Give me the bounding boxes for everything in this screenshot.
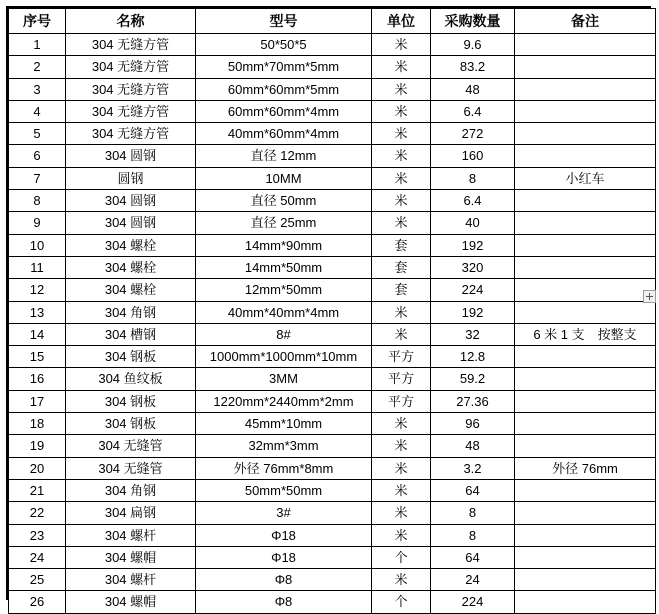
cell-quantity: 6.4 — [431, 190, 515, 212]
cell-model: 14mm*90mm — [196, 234, 372, 256]
cell-model: 10MM — [196, 167, 372, 189]
cell-name: 304 扁钢 — [66, 502, 196, 524]
cell-index: 21 — [9, 479, 66, 501]
column-header-quantity: 采购数量 — [431, 9, 515, 34]
cell-index: 18 — [9, 413, 66, 435]
cell-name: 304 角钢 — [66, 301, 196, 323]
table-row — [9, 279, 656, 301]
table-row — [9, 190, 656, 212]
cell-index: 13 — [9, 301, 66, 323]
cell-quantity: 48 — [431, 78, 515, 100]
cell-model: 40mm*40mm*4mm — [196, 301, 372, 323]
cell-unit: 米 — [372, 145, 431, 167]
table-row — [9, 502, 656, 524]
cell-unit: 米 — [372, 190, 431, 212]
cell-name: 304 无缝管 — [66, 435, 196, 457]
cell-name: 304 螺栓 — [66, 256, 196, 278]
cell-name: 304 圆钢 — [66, 212, 196, 234]
cell-remark — [515, 100, 656, 122]
table-row — [9, 100, 656, 122]
cell-unit: 米 — [372, 123, 431, 145]
cell-name: 304 无缝方管 — [66, 100, 196, 122]
cell-name: 304 无缝方管 — [66, 34, 196, 56]
cell-remark — [515, 591, 656, 613]
cell-index: 26 — [9, 591, 66, 613]
cell-model: 50*50*5 — [196, 34, 372, 56]
cell-unit: 米 — [372, 167, 431, 189]
table-row — [9, 123, 656, 145]
cell-model: Φ8 — [196, 569, 372, 591]
cell-model: 直径 12mm — [196, 145, 372, 167]
cell-quantity: 24 — [431, 569, 515, 591]
cell-quantity: 59.2 — [431, 368, 515, 390]
cell-index: 12 — [9, 279, 66, 301]
cell-name: 304 无缝方管 — [66, 123, 196, 145]
cell-quantity: 8 — [431, 524, 515, 546]
cell-unit: 米 — [372, 301, 431, 323]
cell-model: 32mm*3mm — [196, 435, 372, 457]
cell-index: 9 — [9, 212, 66, 234]
cell-quantity: 192 — [431, 234, 515, 256]
column-header-name: 名称 — [66, 9, 196, 34]
cell-quantity: 8 — [431, 502, 515, 524]
materials-table — [8, 8, 656, 614]
table-row — [9, 56, 656, 78]
cell-name: 304 螺栓 — [66, 234, 196, 256]
cell-model: 60mm*60mm*5mm — [196, 78, 372, 100]
cell-model: 60mm*60mm*4mm — [196, 100, 372, 122]
cell-unit: 米 — [372, 457, 431, 479]
cell-remark — [515, 368, 656, 390]
table-row — [9, 591, 656, 613]
cell-unit: 米 — [372, 212, 431, 234]
table-row — [9, 301, 656, 323]
cell-name: 304 钢板 — [66, 413, 196, 435]
cell-name: 304 螺栓 — [66, 279, 196, 301]
table-row — [9, 524, 656, 546]
cell-quantity: 32 — [431, 323, 515, 345]
cell-model: 直径 50mm — [196, 190, 372, 212]
table-row — [9, 346, 656, 368]
cell-quantity: 192 — [431, 301, 515, 323]
cell-name: 304 螺帽 — [66, 591, 196, 613]
cell-model: Φ18 — [196, 524, 372, 546]
cell-index: 17 — [9, 390, 66, 412]
column-header-model: 型号 — [196, 9, 372, 34]
cell-remark — [515, 524, 656, 546]
cell-remark — [515, 546, 656, 568]
cell-index: 7 — [9, 167, 66, 189]
cell-model: 3MM — [196, 368, 372, 390]
cell-unit: 套 — [372, 279, 431, 301]
table-body — [9, 34, 656, 614]
cell-remark — [515, 56, 656, 78]
cell-index: 4 — [9, 100, 66, 122]
cell-name: 304 角钢 — [66, 479, 196, 501]
cell-model: 8# — [196, 323, 372, 345]
cell-remark — [515, 390, 656, 412]
table-row — [9, 435, 656, 457]
cell-name: 304 螺杆 — [66, 569, 196, 591]
cell-remark — [515, 346, 656, 368]
column-header-remark: 备注 — [515, 9, 656, 34]
cell-unit: 米 — [372, 78, 431, 100]
cell-index: 2 — [9, 56, 66, 78]
expand-plus-icon[interactable] — [643, 290, 656, 303]
cell-unit: 米 — [372, 502, 431, 524]
column-header-index: 序号 — [9, 9, 66, 34]
table-row — [9, 234, 656, 256]
cell-remark — [515, 190, 656, 212]
cell-model: 3# — [196, 502, 372, 524]
cell-model: 12mm*50mm — [196, 279, 372, 301]
table-row — [9, 78, 656, 100]
cell-quantity: 8 — [431, 167, 515, 189]
cell-unit: 平方 — [372, 390, 431, 412]
table-row — [9, 323, 656, 345]
cell-index: 24 — [9, 546, 66, 568]
cell-remark: 外径 76mm — [515, 457, 656, 479]
cell-quantity: 6.4 — [431, 100, 515, 122]
cell-unit: 米 — [372, 413, 431, 435]
cell-unit: 米 — [372, 34, 431, 56]
cell-index: 23 — [9, 524, 66, 546]
table-row — [9, 167, 656, 189]
cell-model: Φ8 — [196, 591, 372, 613]
table-header — [9, 9, 656, 34]
cell-remark — [515, 413, 656, 435]
cell-unit: 个 — [372, 546, 431, 568]
table-row — [9, 145, 656, 167]
cell-quantity: 27.36 — [431, 390, 515, 412]
cell-name: 304 钢板 — [66, 346, 196, 368]
cell-quantity: 160 — [431, 145, 515, 167]
cell-unit: 米 — [372, 569, 431, 591]
cell-unit: 平方 — [372, 346, 431, 368]
cell-name: 304 钢板 — [66, 390, 196, 412]
table-row — [9, 256, 656, 278]
cell-model: 14mm*50mm — [196, 256, 372, 278]
cell-unit: 平方 — [372, 368, 431, 390]
cell-quantity: 224 — [431, 279, 515, 301]
cell-remark — [515, 123, 656, 145]
cell-remark — [515, 479, 656, 501]
cell-remark — [515, 502, 656, 524]
cell-model: 外径 76mm*8mm — [196, 457, 372, 479]
table-row — [9, 212, 656, 234]
cell-model: 50mm*70mm*5mm — [196, 56, 372, 78]
table-row — [9, 546, 656, 568]
cell-name: 304 槽钢 — [66, 323, 196, 345]
cell-model: 1000mm*1000mm*10mm — [196, 346, 372, 368]
table-row — [9, 390, 656, 412]
cell-unit: 米 — [372, 323, 431, 345]
cell-index: 25 — [9, 569, 66, 591]
cell-unit: 个 — [372, 591, 431, 613]
cell-quantity: 272 — [431, 123, 515, 145]
cell-name: 304 无缝管 — [66, 457, 196, 479]
cell-unit: 米 — [372, 524, 431, 546]
cell-unit: 米 — [372, 435, 431, 457]
header-row — [9, 9, 656, 34]
cell-quantity: 96 — [431, 413, 515, 435]
cell-remark — [515, 301, 656, 323]
cell-quantity: 40 — [431, 212, 515, 234]
cell-index: 14 — [9, 323, 66, 345]
column-header-unit: 单位 — [372, 9, 431, 34]
cell-remark — [515, 435, 656, 457]
cell-remark — [515, 212, 656, 234]
cell-index: 8 — [9, 190, 66, 212]
cell-quantity: 224 — [431, 591, 515, 613]
cell-remark — [515, 234, 656, 256]
cell-remark — [515, 34, 656, 56]
cell-index: 3 — [9, 78, 66, 100]
cell-name: 304 无缝方管 — [66, 56, 196, 78]
cell-unit: 套 — [372, 234, 431, 256]
table-row — [9, 457, 656, 479]
cell-quantity: 83.2 — [431, 56, 515, 78]
cell-index: 6 — [9, 145, 66, 167]
cell-index: 10 — [9, 234, 66, 256]
cell-index: 20 — [9, 457, 66, 479]
cell-index: 15 — [9, 346, 66, 368]
cell-remark — [515, 569, 656, 591]
cell-index: 11 — [9, 256, 66, 278]
table-row — [9, 34, 656, 56]
table-row — [9, 479, 656, 501]
materials-table-frame — [6, 6, 651, 610]
cell-quantity: 48 — [431, 435, 515, 457]
cell-quantity: 64 — [431, 479, 515, 501]
cell-index: 1 — [9, 34, 66, 56]
cell-name: 304 鱼纹板 — [66, 368, 196, 390]
cell-quantity: 64 — [431, 546, 515, 568]
cell-remark — [515, 256, 656, 278]
cell-name: 304 圆钢 — [66, 190, 196, 212]
cell-model: 1220mm*2440mm*2mm — [196, 390, 372, 412]
cell-model: 40mm*60mm*4mm — [196, 123, 372, 145]
cell-model: Φ18 — [196, 546, 372, 568]
cell-name: 304 无缝方管 — [66, 78, 196, 100]
cell-remark: 6 米 1 支 按整支 — [515, 323, 656, 345]
cell-model: 50mm*50mm — [196, 479, 372, 501]
cell-index: 5 — [9, 123, 66, 145]
cell-model: 45mm*10mm — [196, 413, 372, 435]
cell-name: 304 圆钢 — [66, 145, 196, 167]
cell-quantity: 3.2 — [431, 457, 515, 479]
cell-unit: 套 — [372, 256, 431, 278]
cell-unit: 米 — [372, 100, 431, 122]
cell-quantity: 12.8 — [431, 346, 515, 368]
cell-name: 304 螺杆 — [66, 524, 196, 546]
cell-remark — [515, 279, 656, 301]
cell-remark — [515, 78, 656, 100]
cell-unit: 米 — [372, 479, 431, 501]
cell-name: 圆钢 — [66, 167, 196, 189]
cell-quantity: 320 — [431, 256, 515, 278]
table-row — [9, 368, 656, 390]
cell-index: 16 — [9, 368, 66, 390]
cell-model: 直径 25mm — [196, 212, 372, 234]
table-row — [9, 569, 656, 591]
cell-unit: 米 — [372, 56, 431, 78]
cell-remark: 小红车 — [515, 167, 656, 189]
cell-index: 22 — [9, 502, 66, 524]
table-row — [9, 413, 656, 435]
cell-name: 304 螺帽 — [66, 546, 196, 568]
cell-index: 19 — [9, 435, 66, 457]
cell-remark — [515, 145, 656, 167]
cell-quantity: 9.6 — [431, 34, 515, 56]
